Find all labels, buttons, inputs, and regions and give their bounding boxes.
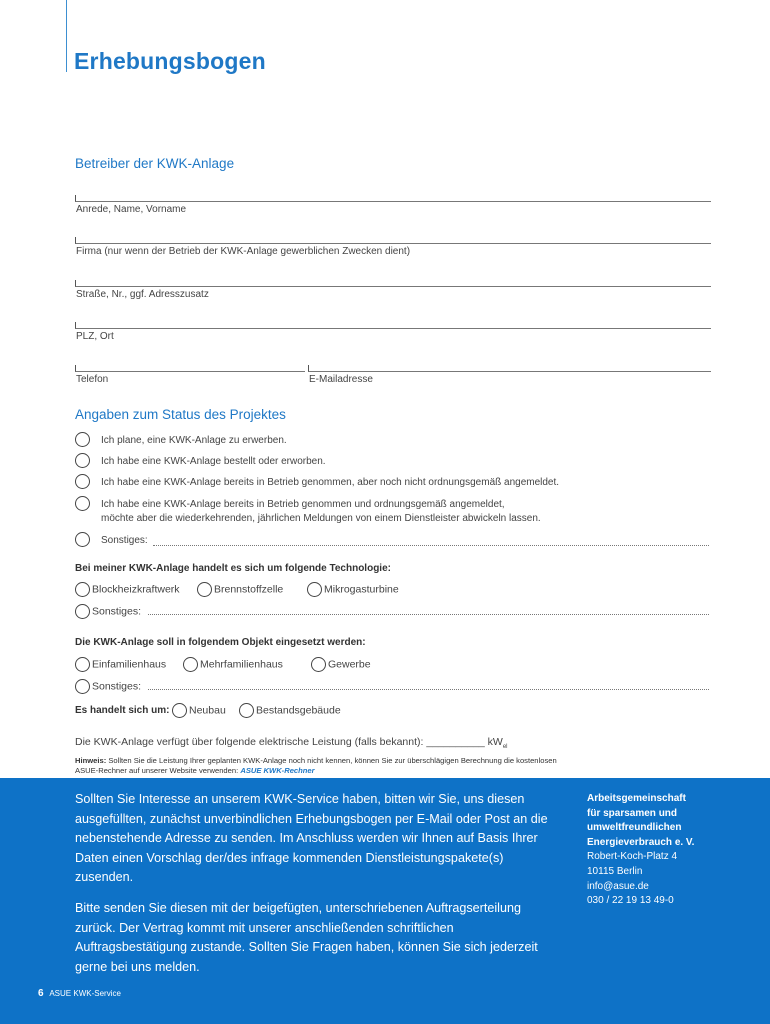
radio-icon[interactable] xyxy=(75,679,90,694)
name-input-line[interactable] xyxy=(75,195,711,202)
technology-option-microturbine[interactable] xyxy=(307,582,399,597)
company-input-line[interactable] xyxy=(75,237,711,244)
building-question: Es handelt sich um: xyxy=(75,705,170,716)
top-vertical-rule xyxy=(66,0,67,72)
object-option-single-family[interactable] xyxy=(75,657,166,672)
hint-note xyxy=(75,756,575,776)
status-heading: Angaben zum Status des Projektes xyxy=(75,407,286,422)
electrical-power-line[interactable] xyxy=(75,736,508,750)
technology-question: Bei meiner KWK-Anlage handelt es sich um folgende Technologie: xyxy=(75,563,391,574)
electrical-power-subscript: el xyxy=(502,744,508,751)
radio-icon[interactable] xyxy=(239,703,254,718)
object-option-commercial[interactable] xyxy=(311,657,371,672)
name-label: Anrede, Name, Vorname xyxy=(76,204,187,215)
object-question: Die KWK-Anlage soll in folgendem Objekt eingesetzt werden: xyxy=(75,637,366,648)
building-option-existing[interactable] xyxy=(239,703,341,718)
object-option-other[interactable] xyxy=(75,679,141,694)
address-block xyxy=(587,792,757,909)
radio-icon[interactable] xyxy=(311,657,326,672)
address-phone: 030 / 22 19 13 49-0 xyxy=(587,895,674,907)
object-option-label: Einfamilienhaus xyxy=(92,658,167,671)
radio-icon[interactable] xyxy=(307,582,322,597)
status-option-label: Ich plane, eine KWK-Anlage zu erwerben. xyxy=(101,435,287,446)
building-option-label: Neubau xyxy=(189,704,226,717)
page-number: 6 xyxy=(38,988,44,999)
contact-paragraph-1: Sollten Sie Interesse an unserem KWK-Service haben, bitten wir Sie, uns diesen ausgefüllten, zunächst unverbindlichen Erhebungsbogen per E-Mail oder Post an die nebenstehende Adresse zu senden. Im Anschluss werden wir Ihnen auf Basis Ihrer Daten einen Vorschlag der/des infrage kommenden Dienstleistungspakete(s) zusenden. xyxy=(75,792,548,885)
phone-input-line[interactable] xyxy=(75,365,305,372)
footer-label: ASUE KWK-Service xyxy=(49,989,121,998)
status-other-label: Sonstiges: xyxy=(101,535,148,546)
address-org-line-3: umweltfreundlichen xyxy=(587,822,682,834)
electrical-power-text: Die KWK-Anlage verfügt über folgende elektrische Leistung (falls bekannt): __________ kW xyxy=(75,736,503,748)
contact-panel-text xyxy=(75,790,555,988)
address-org-line-4: Energieverbrauch e. V. xyxy=(587,836,695,848)
radio-icon[interactable] xyxy=(75,604,90,619)
address-city: 10115 Berlin xyxy=(587,865,643,877)
technology-option-other[interactable] xyxy=(75,604,141,619)
object-option-multi-family[interactable] xyxy=(183,657,283,672)
contact-panel xyxy=(0,778,770,1024)
status-other-input-line[interactable] xyxy=(153,545,709,546)
address-org-line-2: für sparsamen und xyxy=(587,807,678,819)
object-option-label: Gewerbe xyxy=(328,658,371,671)
city-label: PLZ, Ort xyxy=(76,331,114,342)
phone-label: Telefon xyxy=(76,374,109,385)
radio-icon[interactable] xyxy=(75,496,90,511)
address-email[interactable]: info@asue.de xyxy=(587,880,649,892)
status-option-label: Ich habe eine KWK-Anlage bereits in Betrieb genommen und ordnungsgemäß angemeldet, xyxy=(101,499,505,510)
city-input-line[interactable] xyxy=(75,322,711,329)
object-option-label: Mehrfamilienhaus xyxy=(200,658,283,671)
building-option-label: Bestandsgebäude xyxy=(256,704,341,717)
technology-option-fuelcell[interactable] xyxy=(197,582,283,597)
object-other-input-line[interactable] xyxy=(148,689,709,690)
email-label: E-Mailadresse xyxy=(309,374,373,385)
radio-icon[interactable] xyxy=(75,657,90,672)
operator-heading: Betreiber der KWK-Anlage xyxy=(75,156,235,171)
status-option-label: Ich habe eine KWK-Anlage bestellt oder erworben. xyxy=(101,456,326,467)
address-street: Robert-Koch-Platz 4 xyxy=(587,851,678,863)
page-title: Erhebungsbogen xyxy=(74,48,266,74)
radio-icon[interactable] xyxy=(197,582,212,597)
hint-text: Sollten Sie die Leistung Ihrer geplanten KWK-Anlage noch nicht kennen, können Sie zur überschlägigen Berechnung die kostenlosen ASUE-Rechner auf unserer Website verwenden: xyxy=(75,756,557,775)
street-label: Straße, Nr., ggf. Adresszusatz xyxy=(76,289,209,300)
status-option-label: Ich habe eine KWK-Anlage bereits in Betrieb genommen, aber noch nicht ordnungsgemäß angemeldet. xyxy=(101,477,560,488)
technology-option-label: Blockheizkraftwerk xyxy=(92,583,180,596)
company-label: Firma (nur wenn der Betrieb der KWK-Anlage gewerblichen Zwecken dient) xyxy=(76,246,411,257)
technology-other-input-line[interactable] xyxy=(148,614,709,615)
address-org-line-1: Arbeitsgemeinschaft xyxy=(587,793,686,804)
radio-icon[interactable] xyxy=(183,657,198,672)
radio-icon[interactable] xyxy=(75,532,90,547)
radio-icon[interactable] xyxy=(75,453,90,468)
email-input-line[interactable] xyxy=(308,365,711,372)
asue-calculator-link[interactable]: ASUE KWK-Rechner xyxy=(240,766,315,775)
radio-icon[interactable] xyxy=(172,703,187,718)
technology-other-label: Sonstiges: xyxy=(92,605,142,618)
object-other-label: Sonstiges: xyxy=(92,680,142,693)
radio-icon[interactable] xyxy=(75,432,90,447)
radio-icon[interactable] xyxy=(75,474,90,489)
street-input-line[interactable] xyxy=(75,280,711,287)
status-option-label-line2: möchte aber die wiederkehrenden, jährlichen Meldungen von einem Dienstleister abwickeln lassen. xyxy=(101,513,541,524)
hint-label: Hinweis: xyxy=(75,756,107,765)
page-footer xyxy=(38,988,121,999)
contact-paragraph-2: Bitte senden Sie diesen mit der beigefügten, unterschriebenen Auftragserteilung zurück. Der Vertrag kommt mit unserer anschließenden schriftlichen Auftragsbestätigung zustande. Sollten Sie Fragen haben, können Sie sich jederzeit gerne bei uns melden. xyxy=(75,900,538,974)
technology-option-bhkw[interactable] xyxy=(75,582,180,597)
technology-option-label: Mikrogasturbine xyxy=(324,583,399,596)
radio-icon[interactable] xyxy=(75,582,90,597)
technology-option-label: Brennstoffzelle xyxy=(214,583,284,596)
building-option-new[interactable] xyxy=(172,703,226,718)
